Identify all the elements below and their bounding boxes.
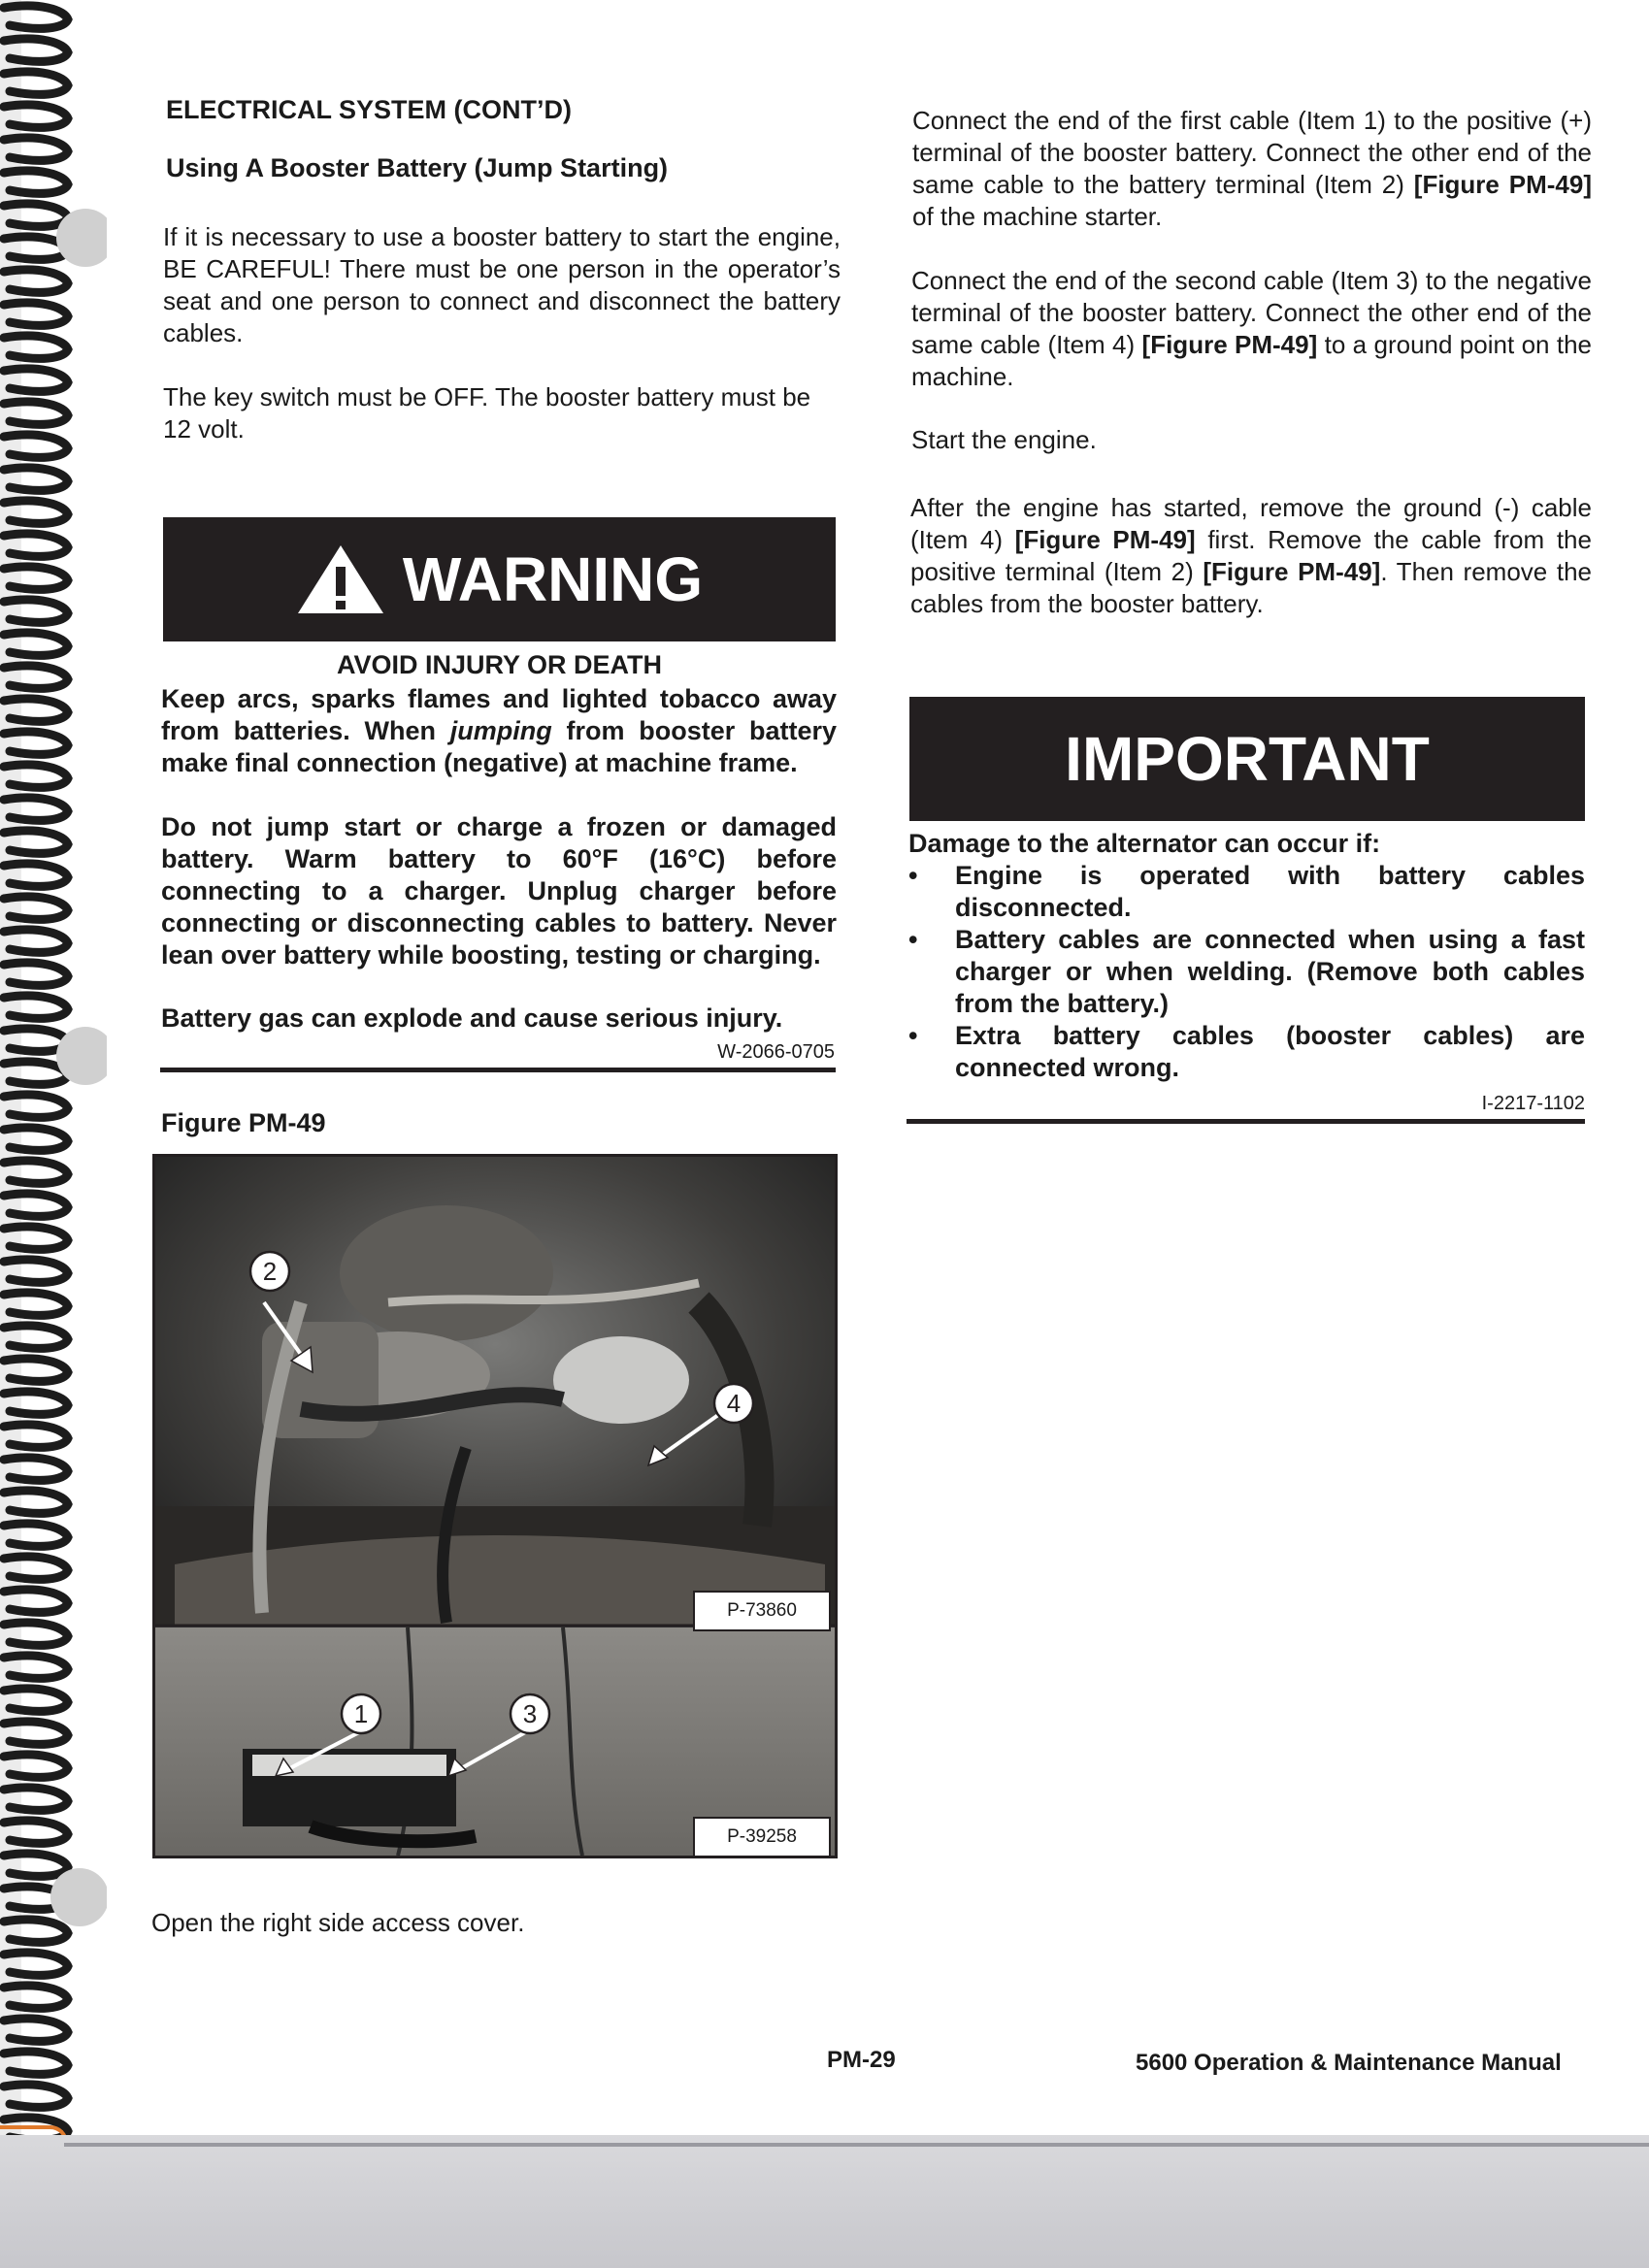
warning-paragraph-1 (161, 683, 837, 779)
warning-banner (163, 517, 836, 641)
important-heading: Damage to the alternator can occur if: (908, 829, 1381, 858)
subsection-title: Using A Booster Battery (Jump Starting) (166, 153, 669, 182)
warning-rule (160, 1068, 836, 1072)
paragraph-text: first. Remove the cable from the positive terminal (Item 2) (910, 525, 1592, 586)
important-list (908, 860, 1585, 1084)
figure-reference: [Figure PM-49] (1413, 170, 1592, 199)
start-engine-paragraph: Start the engine. (911, 425, 1097, 454)
warning-banner-label: WARNING (402, 544, 704, 614)
warning-heading: AVOID INJURY OR DEATH (336, 650, 663, 679)
paragraph-text: Connect the end of the second cable (Item 3) to the negative terminal of the booster battery. Connect the other end of the same cable (Item 4) (911, 266, 1592, 359)
scan-background (0, 2135, 1649, 2268)
paragraph-text: . Then remove the cables from the booster battery. (910, 557, 1592, 618)
list-item: • Engine is operated with battery cables disconnected. (908, 860, 1585, 924)
figure-label: Figure PM-49 (161, 1108, 326, 1137)
callout-circle-3 (509, 1693, 551, 1735)
callout-number-2: 2 (262, 1257, 278, 1286)
remove-cables-paragraph (910, 492, 1592, 620)
callout-circle-4 (712, 1382, 755, 1425)
figure-reference: [Figure PM-49] (1203, 557, 1381, 586)
warning-paragraph-2: Do not jump start or charge a frozen or damaged battery. Warm battery to 60°F (16°C) before connecting to a charger. Unplug charger before connecting or disconnecting cables to battery. Never lean over battery while boosting, testing or charging. (161, 812, 837, 970)
spiral-binding (0, 0, 107, 2135)
figure-reference: [Figure PM-49] (1141, 330, 1318, 359)
manual-title: 5600 Operation & Maintenance Manual (1136, 2050, 1562, 2076)
callout-circle-1 (340, 1693, 382, 1735)
key-switch-paragraph: The key switch must be OFF. The booster battery must be 12 volt. (163, 382, 811, 444)
page-number: PM-29 (827, 2047, 896, 2073)
warning-paragraph-3: Battery gas can explode and cause serious injury. (161, 1003, 783, 1033)
list-item: • Battery cables are connected when using a fast charger or when welding. (Remove both cables from the battery.) (908, 924, 1585, 1020)
paragraph-text: to a ground point on the machine. (911, 330, 1592, 391)
figure-pm-49 (152, 1154, 838, 1858)
warning-text: Keep arcs, sparks flames and lighted tobacco away from batteries. When (161, 684, 837, 745)
page-edge (64, 2143, 1649, 2147)
callout-number-3: 3 (522, 1699, 538, 1728)
important-code: I-2217-1102 (1481, 1093, 1585, 1114)
figure-caption: Open the right side access cover. (151, 1908, 525, 1937)
important-banner (909, 697, 1585, 821)
important-rule (907, 1119, 1585, 1124)
connect-first-cable-paragraph (912, 105, 1592, 233)
section-title: ELECTRICAL SYSTEM (CONT’D) (166, 95, 572, 124)
figure-reference: [Figure PM-49] (1014, 525, 1196, 554)
important-banner-label: IMPORTANT (1065, 724, 1430, 794)
warning-text: from booster battery make final connection (negative) at machine frame. (161, 716, 837, 777)
photo-label-bottom: P-39258 (693, 1817, 831, 1857)
warning-code: W-2066-0705 (717, 1041, 835, 1063)
callout-number-4: 4 (726, 1389, 742, 1418)
paragraph-text: Connect the end of the first cable (Item 1) to the positive (+) terminal of the booster battery. Connect the other end of the same cable to the battery terminal (Item 2) (912, 106, 1592, 199)
photo-label-top: P-73860 (693, 1591, 831, 1631)
list-item: • Extra battery cables (booster cables) are connected wrong. (908, 1020, 1585, 1084)
callout-number-1: 1 (353, 1699, 369, 1728)
callout-circle-2 (248, 1250, 291, 1293)
connect-second-cable-paragraph (911, 265, 1592, 393)
intro-paragraph: If it is necessary to use a booster battery to start the engine, BE CAREFUL! There must be one person in the operator’s seat and one person to connect and disconnect the battery cables. (163, 222, 841, 347)
warning-triangle-icon (296, 543, 385, 615)
paragraph-text: of the machine starter. (912, 202, 1163, 231)
paragraph-text: After the engine has started, remove the ground (-) cable (Item 4) (910, 493, 1592, 554)
warning-emphasis: jumping (449, 716, 552, 745)
